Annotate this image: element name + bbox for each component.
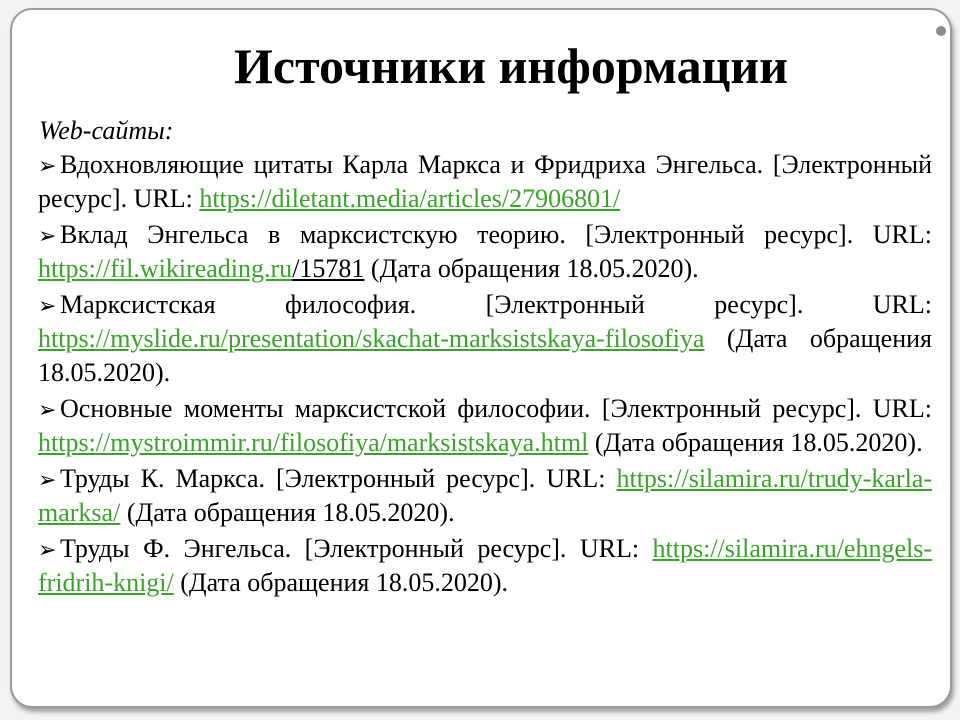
arrow-bullet-icon: ➢: [38, 468, 57, 493]
source-text: Вклад Энгельса в марксистскую теорию. [Электронный ресурс]. URL:: [60, 220, 932, 249]
source-link[interactable]: https://silamira.ru/trudy-karla-marksa/: [38, 464, 932, 527]
source-link[interactable]: https://myslide.ru/presentation/skachat-marksistskaya-filosofiya: [38, 324, 705, 353]
source-text: Труды Ф. Энгельса. [Электронный ресурс]. URL:: [60, 534, 653, 563]
list-item: [38, 462, 932, 530]
arrow-bullet-icon: ➢: [38, 294, 57, 319]
section-label: Web-сайты:: [39, 116, 174, 145]
arrow-bullet-icon: ➢: [38, 398, 57, 423]
source-text: Основные моменты марксистской философии. [Электронный ресурс]. URL:: [60, 394, 932, 423]
decorative-dot-icon: [936, 26, 946, 36]
source-link[interactable]: https://diletant.media/articles/27906801/: [199, 184, 621, 213]
source-after: (Дата обращения 18.05.2020).: [364, 254, 699, 283]
source-text: Марксистская философия. [Электронный ресурс]. URL:: [60, 290, 932, 319]
slide-frame: [10, 8, 952, 708]
source-after: (Дата обращения 18.05.2020).: [120, 498, 455, 527]
page-title: Источники информации: [233, 38, 789, 94]
source-after: (Дата обращения 18.05.2020).: [38, 324, 932, 387]
source-after: (Дата обращения 18.05.2020).: [588, 428, 923, 457]
source-text: Труды К. Маркса. [Электронный ресурс]. URL:: [60, 464, 617, 493]
source-after: (Дата обращения 18.05.2020).: [173, 568, 509, 597]
list-item: [38, 288, 932, 390]
arrow-bullet-icon: ➢: [38, 154, 57, 179]
source-link[interactable]: https://silamira.ru/ehngels-fridrih-knigi/: [38, 534, 932, 597]
source-link[interactable]: https://fil.wikireading.ru: [38, 254, 293, 283]
arrow-bullet-icon: ➢: [38, 224, 57, 249]
arrow-bullet-icon: ➢: [38, 538, 57, 563]
list-item: [38, 392, 932, 460]
sources-list: [38, 148, 932, 600]
list-item: [38, 532, 932, 600]
source-link-suffix[interactable]: /15781: [292, 254, 365, 283]
list-item: [38, 218, 932, 286]
source-link[interactable]: https://mystroimmir.ru/filosofiya/marksistskaya.html: [38, 428, 589, 457]
list-item: [38, 148, 932, 216]
source-text: Вдохновляющие цитаты Карла Маркса и Фридриха Энгельса. [Электронный ресурс]. URL:: [38, 150, 932, 213]
sources-content: [38, 114, 932, 602]
